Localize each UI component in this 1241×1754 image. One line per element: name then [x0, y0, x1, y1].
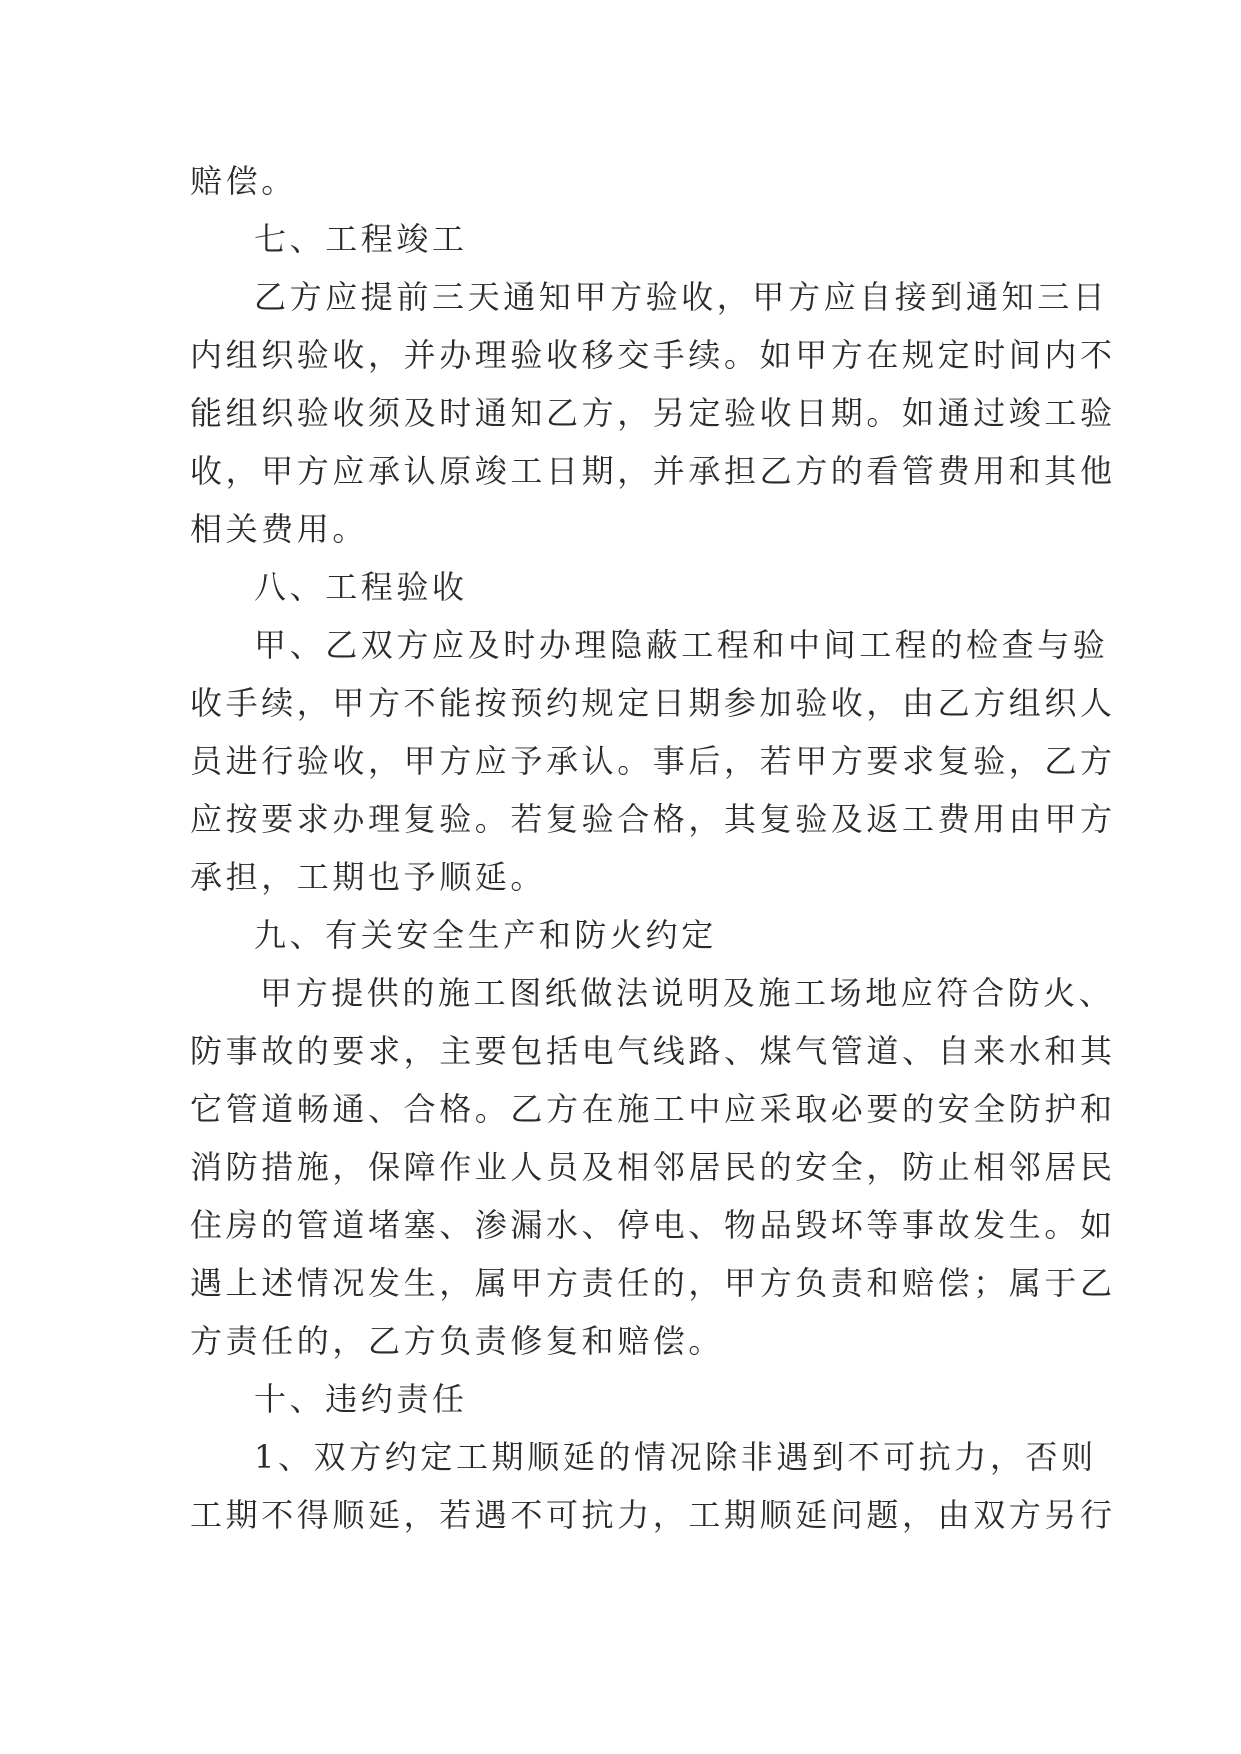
text-line: 应按要求办理复验。若复验合格，其复验及返工费用由甲方	[190, 800, 1116, 838]
text-line: 乙方应提前三天通知甲方验收，甲方应自接到通知三日	[254, 278, 1109, 316]
text-line: 住房的管道堵塞、渗漏水、停电、物品毁坏等事故发生。如	[190, 1206, 1116, 1244]
text-line: 相关费用。	[190, 510, 369, 548]
text-line: 防事故的要求，主要包括电气线路、煤气管道、自来水和其	[190, 1032, 1116, 1070]
text-line: 甲方提供的施工图纸做法说明及施工场地应符合防火、	[260, 974, 1115, 1012]
text-line: 收手续，甲方不能按预约规定日期参加验收，由乙方组织人	[190, 684, 1116, 722]
section-heading-completion: 七、工程竣工	[254, 220, 468, 258]
section-heading-liability: 十、违约责任	[254, 1380, 468, 1418]
text-line: 1、双方约定工期顺延的情况除非遇到不可抗力，否则	[254, 1438, 1097, 1476]
text-line: 工期不得顺延，若遇不可抗力，工期顺延问题，由双方另行	[190, 1496, 1116, 1534]
text-line: 方责任的，乙方负责修复和赔偿。	[190, 1322, 725, 1360]
text-line: 内组织验收，并办理验收移交手续。如甲方在规定时间内不	[190, 336, 1116, 374]
text-line: 甲、乙双方应及时办理隐蔽工程和中间工程的检查与验	[254, 626, 1109, 664]
text-line: 遇上述情况发生，属甲方责任的，甲方负责和赔偿；属于乙	[190, 1264, 1116, 1302]
text-line: 消防措施，保障作业人员及相邻居民的安全，防止相邻居民	[190, 1148, 1116, 1186]
text-line: 赔偿。	[190, 162, 297, 200]
text-line: 收，甲方应承认原竣工日期，并承担乙方的看管费用和其他	[190, 452, 1116, 490]
text-line: 员进行验收，甲方应予承认。事后，若甲方要求复验，乙方	[190, 742, 1116, 780]
text-line: 承担，工期也予顺延。	[190, 858, 547, 896]
text-line: 它管道畅通、合格。乙方在施工中应采取必要的安全防护和	[190, 1090, 1116, 1128]
section-heading-safety: 九、有关安全生产和防火约定	[254, 916, 717, 954]
text-line: 能组织验收须及时通知乙方，另定验收日期。如通过竣工验	[190, 394, 1116, 432]
section-heading-acceptance: 八、工程验收	[254, 568, 468, 606]
